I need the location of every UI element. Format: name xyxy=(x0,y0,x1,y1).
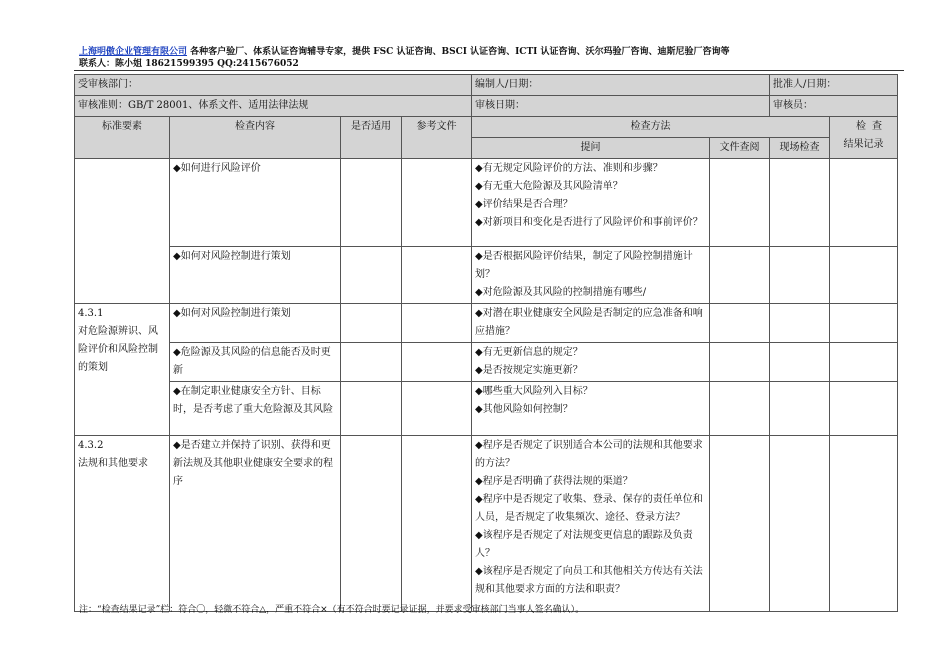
question-cell: ◆哪些重大风险列入目标？ ◆其他风险如何控制？ xyxy=(472,382,710,436)
content-cell: ◆如何进行风险评价 xyxy=(170,159,341,247)
audit-checklist-table xyxy=(74,74,898,612)
audit-date-field[interactable]: 审核日期： xyxy=(472,96,770,117)
doc-review-cell[interactable] xyxy=(710,343,770,382)
col-question: 提问 xyxy=(472,138,710,159)
col-applicable: 是否适用 xyxy=(341,117,402,159)
reference-cell[interactable] xyxy=(402,343,472,382)
site-check-cell[interactable] xyxy=(770,436,830,612)
reference-cell[interactable] xyxy=(402,304,472,343)
table-row xyxy=(75,159,898,247)
auditor-field[interactable]: 审核员： xyxy=(770,96,898,117)
page-header xyxy=(79,46,899,70)
applicable-cell[interactable] xyxy=(341,382,402,436)
applicable-cell[interactable] xyxy=(341,159,402,247)
doc-review-cell[interactable] xyxy=(710,304,770,343)
doc-review-cell[interactable] xyxy=(710,382,770,436)
col-result xyxy=(830,117,898,159)
company-link[interactable]: 上海明傲企业管理有限公司 xyxy=(79,47,188,57)
site-check-cell[interactable] xyxy=(770,304,830,343)
site-check-cell[interactable] xyxy=(770,247,830,304)
header-divider xyxy=(74,70,904,71)
result-cell[interactable] xyxy=(830,382,898,436)
col-site-check: 现场检查 xyxy=(770,138,830,159)
result-cell[interactable] xyxy=(830,436,898,612)
col-result-bottom: 结果记录 xyxy=(843,139,884,150)
question-cell: ◆是否根据风险评价结果，制定了风险控制措施计划？ ◆对危险源及其风险的控制措施有哪些/ xyxy=(472,247,710,304)
content-cell: ◆危险源及其风险的信息能否及时更新 xyxy=(170,343,341,382)
site-check-cell[interactable] xyxy=(770,159,830,247)
col-doc-review: 文件查阅 xyxy=(710,138,770,159)
col-content: 检查内容 xyxy=(170,117,341,159)
table-row xyxy=(75,382,898,436)
site-check-cell[interactable] xyxy=(770,343,830,382)
reference-cell[interactable] xyxy=(402,247,472,304)
applicable-cell[interactable] xyxy=(341,343,402,382)
question-cell: ◆程序是否规定了识别适合本公司的法规和其他要求的方法？ ◆程序是否明确了获得法规的渠道？ ◆程序中是否规定了收集、登录、保存的责任单位和人员，是否规定了收集频次、途径、登录方法？ ◆该程序是否规定了对法规变更信息的跟踪及负责人？ ◆该程序是否规定了向员工和其他相关方传达有关法规和其他要求方面的方法和职责？ xyxy=(472,436,710,612)
table-row xyxy=(75,247,898,304)
table-row xyxy=(75,436,898,612)
question-cell: ◆对潜在职业健康安全风险是否制定的应急准备和响应措施？ xyxy=(472,304,710,343)
header-contact: 联系人：陈小姐 18621599395 QQ:2415676052 xyxy=(79,59,299,69)
applicable-cell[interactable] xyxy=(341,436,402,612)
content-cell: ◆是否建立并保持了识别、获得和更新法规及其他职业健康安全要求的程序 xyxy=(170,436,341,612)
applicable-cell[interactable] xyxy=(341,247,402,304)
standard-cell: 4.3.2 法规和其他要求 xyxy=(75,436,170,612)
result-cell[interactable] xyxy=(830,159,898,247)
meta-row-2 xyxy=(75,96,898,117)
editor-field[interactable]: 编制人/日期： xyxy=(472,75,770,96)
result-cell[interactable] xyxy=(830,247,898,304)
doc-review-cell[interactable] xyxy=(710,159,770,247)
table-row xyxy=(75,304,898,343)
reference-cell[interactable] xyxy=(402,436,472,612)
col-result-top: 检查 xyxy=(856,121,888,132)
header-services: 各种客户验厂、体系认证咨询辅导专家，提供 FSC 认证咨询、BSCI 认证咨询、ICTI 认证咨询、沃尔玛验厂咨询、迪斯尼验厂咨询等 xyxy=(187,47,730,57)
meta-row-1 xyxy=(75,75,898,96)
dept-field[interactable]: 受审核部门： xyxy=(75,75,472,96)
doc-review-cell[interactable] xyxy=(710,247,770,304)
question-cell: ◆有无更新信息的规定？ ◆是否按规定实施更新？ xyxy=(472,343,710,382)
question-cell: ◆有无规定风险评价的方法、准则和步骤？ ◆有无重大危险源及其风险清单？ ◆评价结果是否合理？ ◆对新项目和变化是否进行了风险评价和事前评价？ xyxy=(472,159,710,247)
table-row xyxy=(75,343,898,382)
doc-review-cell[interactable] xyxy=(710,436,770,612)
col-reference: 参考文件 xyxy=(402,117,472,159)
standard-cell xyxy=(75,159,170,304)
col-method: 检查方法 xyxy=(472,117,830,138)
result-cell[interactable] xyxy=(830,304,898,343)
footnote: 注：“检查结果记录”栏：符合〇，轻微不符合△，严重不符合×（有不符合时要记录证据，并要求受审核部门当事人签名确认）。 xyxy=(79,605,585,615)
applicable-cell[interactable] xyxy=(341,304,402,343)
standard-cell: 4.3.1 对危险源辨识、风险评价和风险控制的策划 xyxy=(75,304,170,436)
reference-cell[interactable] xyxy=(402,382,472,436)
criteria-field: 审核准则：GB/T 28001、体系文件、适用法律法规 xyxy=(75,96,472,117)
approver-field[interactable]: 批准人/日期： xyxy=(770,75,898,96)
site-check-cell[interactable] xyxy=(770,382,830,436)
content-cell: ◆在制定职业健康安全方针、目标时，是否考虑了重大危险源及其风险 xyxy=(170,382,341,436)
reference-cell[interactable] xyxy=(402,159,472,247)
column-header-row xyxy=(75,117,898,138)
result-cell[interactable] xyxy=(830,343,898,382)
col-standard: 标准要素 xyxy=(75,117,170,159)
content-cell: ◆如何对风险控制进行策划 xyxy=(170,304,341,343)
content-cell: ◆如何对风险控制进行策划 xyxy=(170,247,341,304)
